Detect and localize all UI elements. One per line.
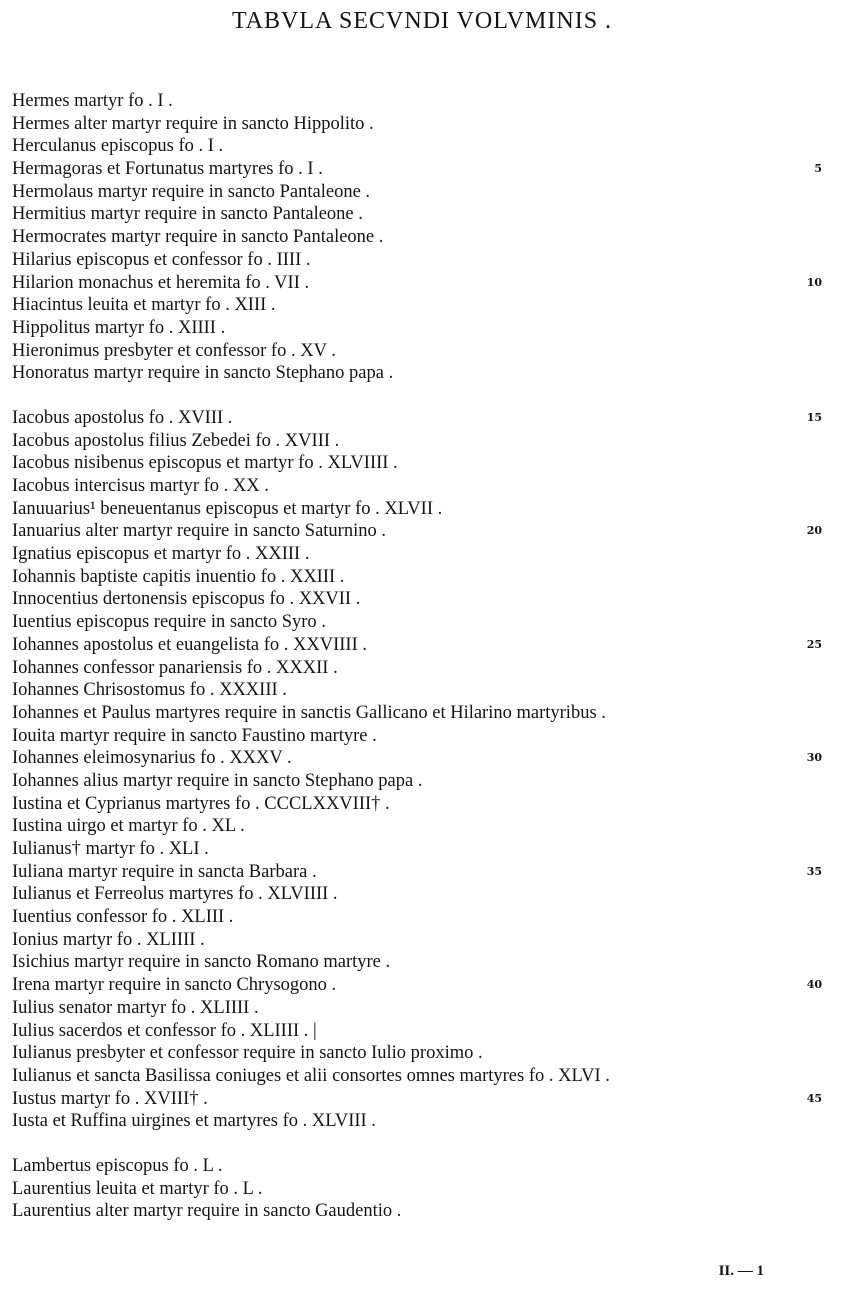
entry-text: Isichius martyr require in sancto Romano martyre . [12,952,391,973]
index-entry [12,702,832,725]
index-entry [12,158,832,181]
entry-text: Iacobus nisibenus episcopus et martyr fo . XLVIIII . [12,453,398,474]
index-entry [12,520,832,543]
entry-text: Ianuuarius¹ beneuentanus episcopus et martyr fo . XLVII . [12,498,443,519]
entry-group [12,90,832,385]
entry-text: Hieronimus presbyter et confessor fo . XV . [12,340,336,361]
index-entry [12,657,832,680]
index-entry [12,135,832,158]
index-entry [12,340,832,363]
page-title: TABVLA SECVNDI VOLVMINIS . [231,8,613,34]
index-entry [12,997,832,1020]
entry-text: Iulius sacerdos et confessor fo . XLIIII . | [12,1020,317,1041]
index-entry [12,611,832,634]
index-entry [12,113,832,136]
index-entry [12,475,832,498]
entry-text: Hermitius martyr require in sancto Pantaleone . [12,204,363,225]
entry-text: Iustus martyr fo . XVIII† . [12,1088,208,1109]
index-entry [12,1200,832,1223]
entry-text: Iacobus intercisus martyr fo . XX . [12,476,269,496]
line-number: 45 [806,1091,822,1105]
entry-text: Iustina uirgo et martyr fo . XL . [12,816,245,837]
entry-text: Iulianus et sancta Basilissa coniuges et alii consortes omnes martyres fo . XLVI . [12,1065,610,1086]
index-entry [12,566,832,589]
index-entry [12,1110,832,1133]
signature-mark: II. — 1 [718,1263,764,1279]
entry-text: Ionius martyr fo . XLIIII . [12,929,205,950]
entry-text: Laurentius leuita et martyr fo . L . [12,1178,263,1199]
entry-text: Iohannes apostolus et euangelista fo . XXVIIII . [12,634,367,655]
entry-text: Hermagoras et Fortunatus martyres fo . I . [12,159,323,180]
entry-text: Iacobus apostolus filius Zebedei fo . XVIII . [12,430,340,451]
entry-text: Iohannes Chrisostomus fo . XXXIII . [12,680,287,701]
index-entry [12,362,832,385]
entry-text: Iohannes eleimosynarius fo . XXXV . [12,748,292,769]
line-number: 20 [806,524,822,538]
entry-text: Iulianus et Ferreolus martyres fo . XLVIIII . [12,884,338,905]
entry-text: Iuentius episcopus require in sancto Syro . [12,612,326,633]
index-entry [12,838,832,861]
entry-text: Iuliana martyr require in sancta Barbara . [12,861,317,882]
entry-text: Iohannis baptiste capitis inuentio fo . XXIII . [12,566,345,587]
index-entry [12,430,832,453]
index-entry [12,272,832,295]
entry-text: Honoratus martyr require in sancto Stephano papa . [12,363,394,384]
index-entry [12,929,832,952]
entry-text: Hilarion monachus et heremita fo . VII . [12,272,310,293]
index-entry [12,679,832,702]
index-entry [12,294,832,317]
index-entry [12,1088,832,1111]
entry-text: Ignatius episcopus et martyr fo . XXIII . [12,544,310,565]
entry-text: Iacobus apostolus fo . XVIII . [12,407,233,428]
entry-text: Hilarius episcopus et confessor fo . IIII . [12,249,311,270]
index-entry [12,1020,832,1043]
index-entry [12,883,832,906]
entry-text: Hermocrates martyr require in sancto Pantaleone . [12,227,384,248]
index-entry [12,815,832,838]
line-number: 15 [806,410,822,424]
index-entry [12,1065,832,1088]
index-entry [12,249,832,272]
index-entry [12,861,832,884]
index-entry [12,543,832,566]
index-entry [12,181,832,204]
entry-text: Hermolaus martyr require in sancto Pantaleone . [12,181,371,202]
index-entry [12,317,832,340]
index-entry [12,793,832,816]
index-entry [12,1155,832,1178]
line-number: 5 [814,162,822,176]
index-entry [12,452,832,475]
group-spacer [12,385,832,407]
index-entry [12,498,832,521]
index-entry [12,951,832,974]
entry-text: Lambertus episcopus fo . L . [12,1155,223,1176]
entry-text: Ianuarius alter martyr require in sancto Saturnino . [12,521,386,542]
index-entry [12,747,832,770]
entry-text: Herculanus episcopus fo . I . [12,136,224,157]
index-entry [12,226,832,249]
entry-text: Iohannes et Paulus martyres require in sanctis Gallicano et Hilarino martyribus . [12,702,606,723]
entry-group [12,1155,832,1223]
entry-text: Irena martyr require in sancto Chrysogono . [12,975,337,996]
index-entry [12,1178,832,1201]
line-number: 25 [806,637,822,651]
line-number: 10 [806,275,822,289]
index-entries [12,90,832,1223]
line-number: 30 [806,751,822,765]
index-entry [12,770,832,793]
entry-text: Iulianus presbyter et confessor require in sancto Iulio proximo . [12,1043,483,1064]
index-entry [12,588,832,611]
line-number: 35 [806,864,822,878]
entry-group [12,407,832,1133]
entry-text: Hiacintus leuita et martyr fo . XIII . [12,295,276,316]
entry-text: Iusta et Ruffina uirgines et martyres fo . XLVIII . [12,1111,376,1132]
index-entry [12,974,832,997]
index-entry [12,1042,832,1065]
entry-text: Iohannes confessor panariensis fo . XXXII . [12,657,338,678]
entry-text: Laurentius alter martyr require in sancto Gaudentio . [12,1201,402,1222]
index-entry [12,90,832,113]
entry-text: Hippolitus martyr fo . XIIII . [12,317,226,338]
index-entry [12,407,832,430]
entry-text: Hermes martyr fo . I . [12,91,173,111]
entry-text: Iulianus† martyr fo . XLI . [12,839,209,859]
entry-text: Iulius senator martyr fo . XLIIII . [12,997,259,1018]
index-entry [12,725,832,748]
entry-text: Hermes alter martyr require in sancto Hippolito . [12,113,374,134]
index-entry [12,203,832,226]
entry-text: Iuentius confessor fo . XLIII . [12,907,234,928]
entry-text: Iouita martyr require in sancto Faustino martyre . [12,725,377,746]
entry-text: Iohannes alius martyr require in sancto Stephano papa . [12,770,423,791]
entry-text: Iustina et Cyprianus martyres fo . CCCLXXVIII† . [12,793,390,814]
line-number: 40 [806,978,822,992]
index-entry [12,906,832,929]
group-spacer [12,1133,832,1155]
entry-text: Innocentius dertonensis episcopus fo . XXVII . [12,589,361,610]
index-entry [12,634,832,657]
